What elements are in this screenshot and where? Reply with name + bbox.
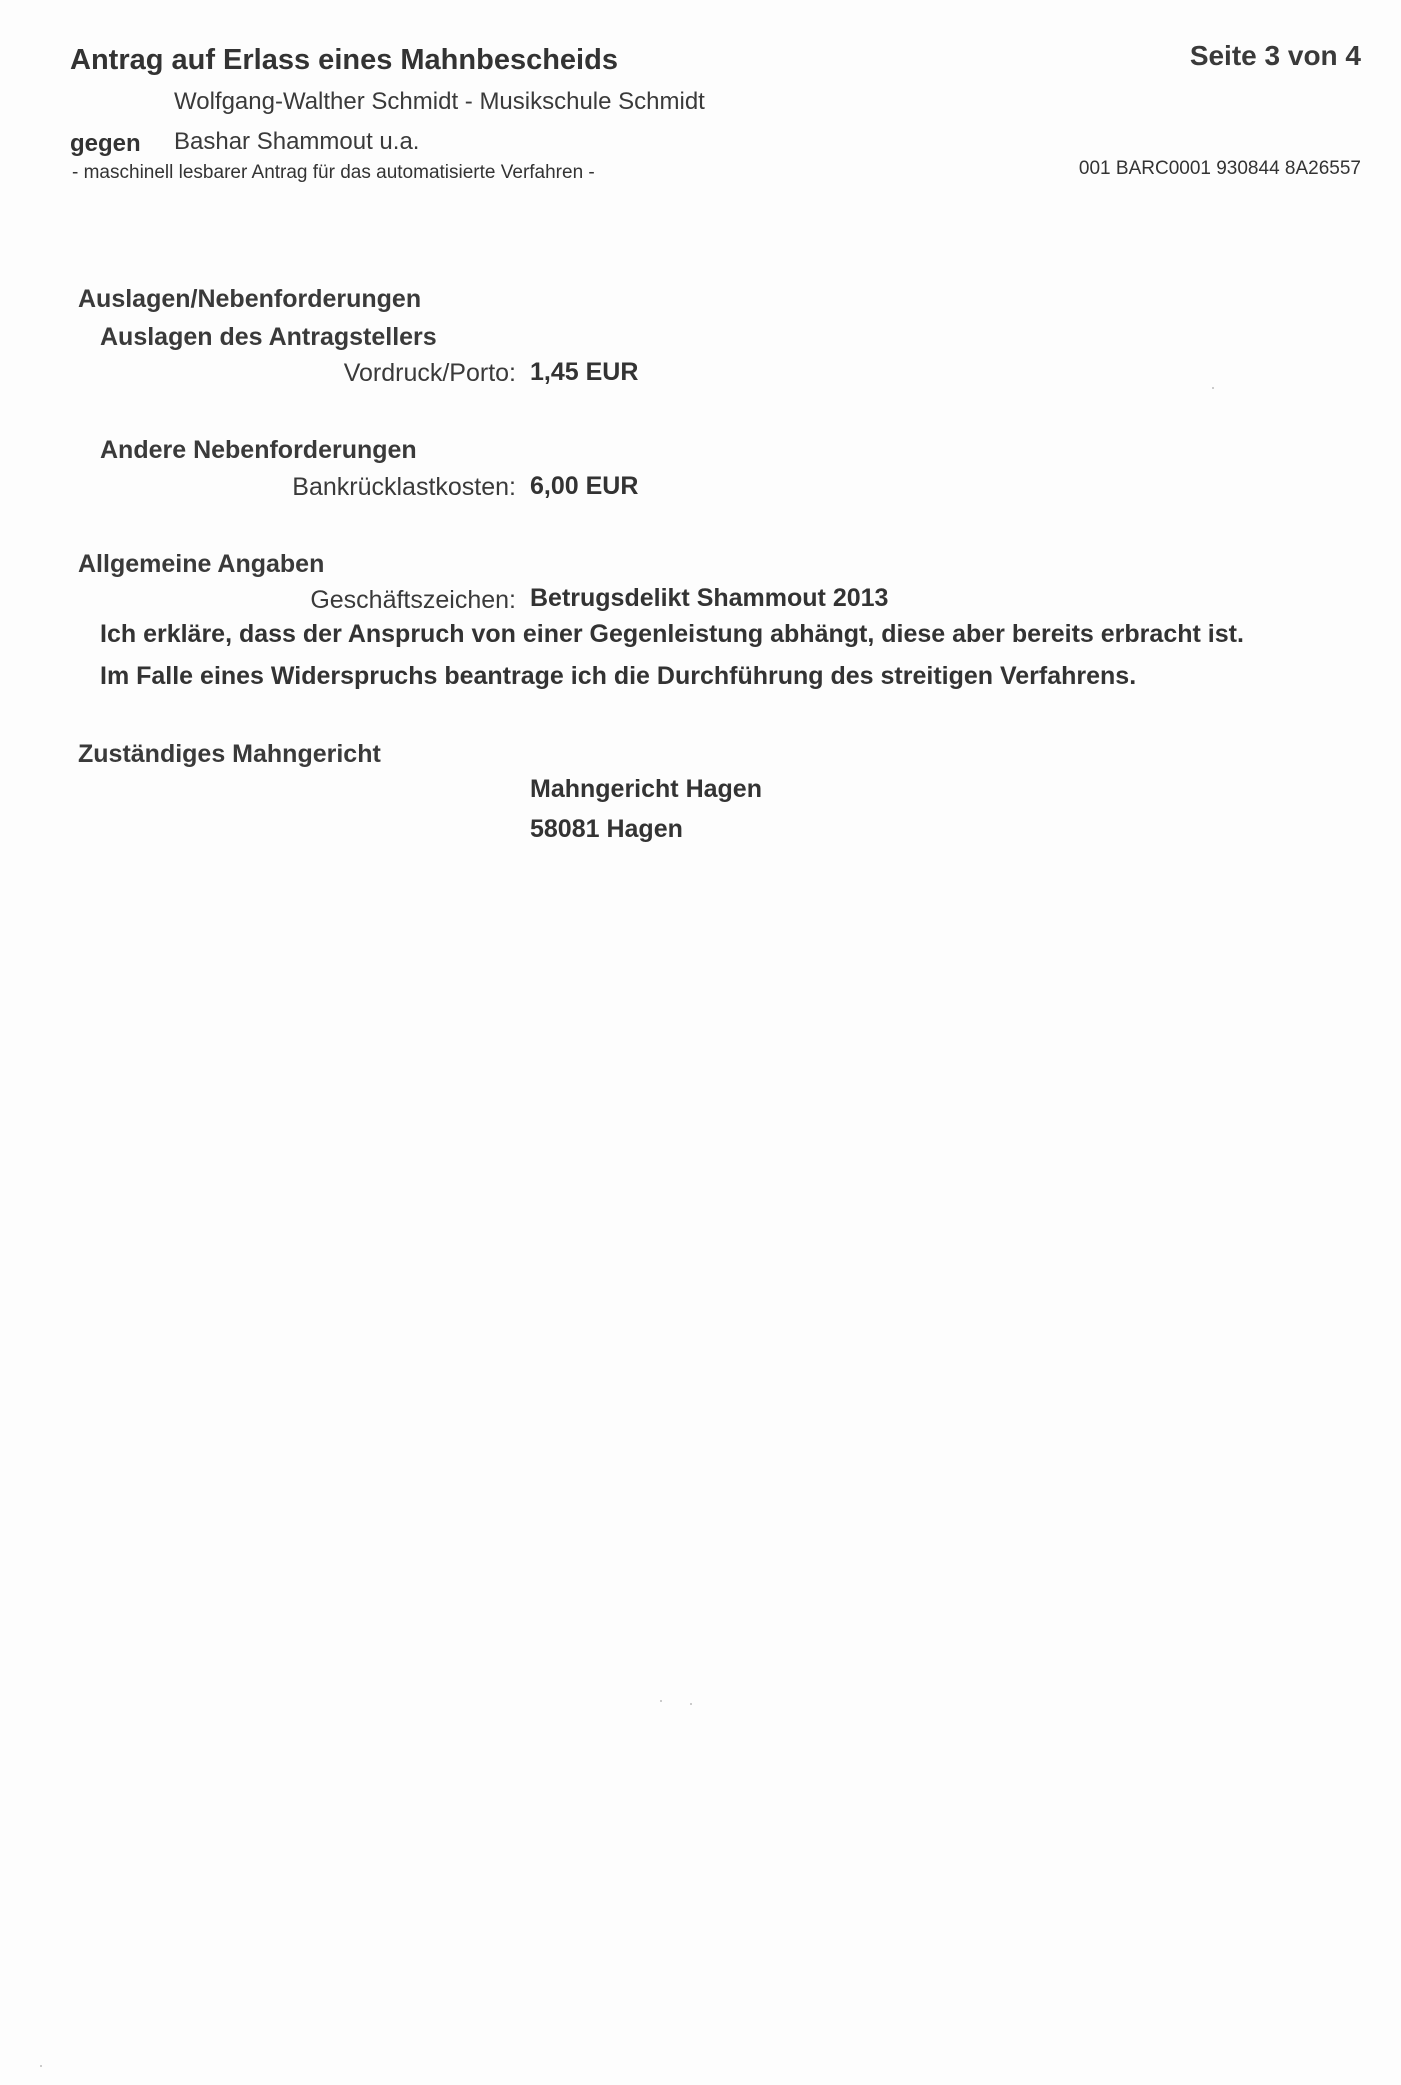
document-title: Antrag auf Erlass eines Mahnbescheids xyxy=(70,44,618,76)
consideration-statement: Ich erkläre, dass der Anspruch von einer Gegenleistung abhängt, diese aber bereits erbracht ist. xyxy=(100,620,1244,648)
postage-value: 1,45 EUR xyxy=(530,358,639,386)
page-indicator: Seite 3 von 4 xyxy=(1189,40,1361,71)
applicant-name: Wolfgang-Walther Schmidt - Musikschule Schmidt xyxy=(174,88,705,115)
court-address: 58081 Hagen xyxy=(530,815,683,843)
applicant-expenses-heading: Auslagen des Antragstellers xyxy=(100,323,437,351)
expenses-heading: Auslagen/Nebenforderungen xyxy=(78,285,422,313)
respondent-name: Bashar Shammout u.a. xyxy=(174,128,420,155)
scan-speck xyxy=(40,2065,42,2067)
bank-return-fees-label: Bankrücklastkosten: xyxy=(292,473,516,501)
case-reference-value: Betrugsdelikt Shammout 2013 xyxy=(530,584,889,612)
court-heading: Zuständiges Mahngericht xyxy=(78,740,381,768)
scan-speck xyxy=(690,1703,692,1705)
against-label: gegen xyxy=(70,130,141,157)
reference-code: 001 BARC0001 930844 8A26557 xyxy=(1078,158,1361,179)
bank-return-fees-value: 6,00 EUR xyxy=(530,472,639,500)
machine-readable-note: - maschinell lesbarer Antrag für das automatisierte Verfahren - xyxy=(72,162,595,183)
objection-statement: Im Falle eines Widerspruchs beantrage ich die Durchführung des streitigen Verfahrens. xyxy=(100,662,1137,690)
postage-label: Vordruck/Porto: xyxy=(343,359,516,387)
court-name: Mahngericht Hagen xyxy=(530,775,762,803)
other-claims-heading: Andere Nebenforderungen xyxy=(100,436,417,464)
scan-speck xyxy=(660,1700,662,1702)
case-reference-label: Geschäftszeichen: xyxy=(310,586,516,614)
general-info-heading: Allgemeine Angaben xyxy=(78,550,325,578)
scan-speck xyxy=(1212,387,1214,389)
